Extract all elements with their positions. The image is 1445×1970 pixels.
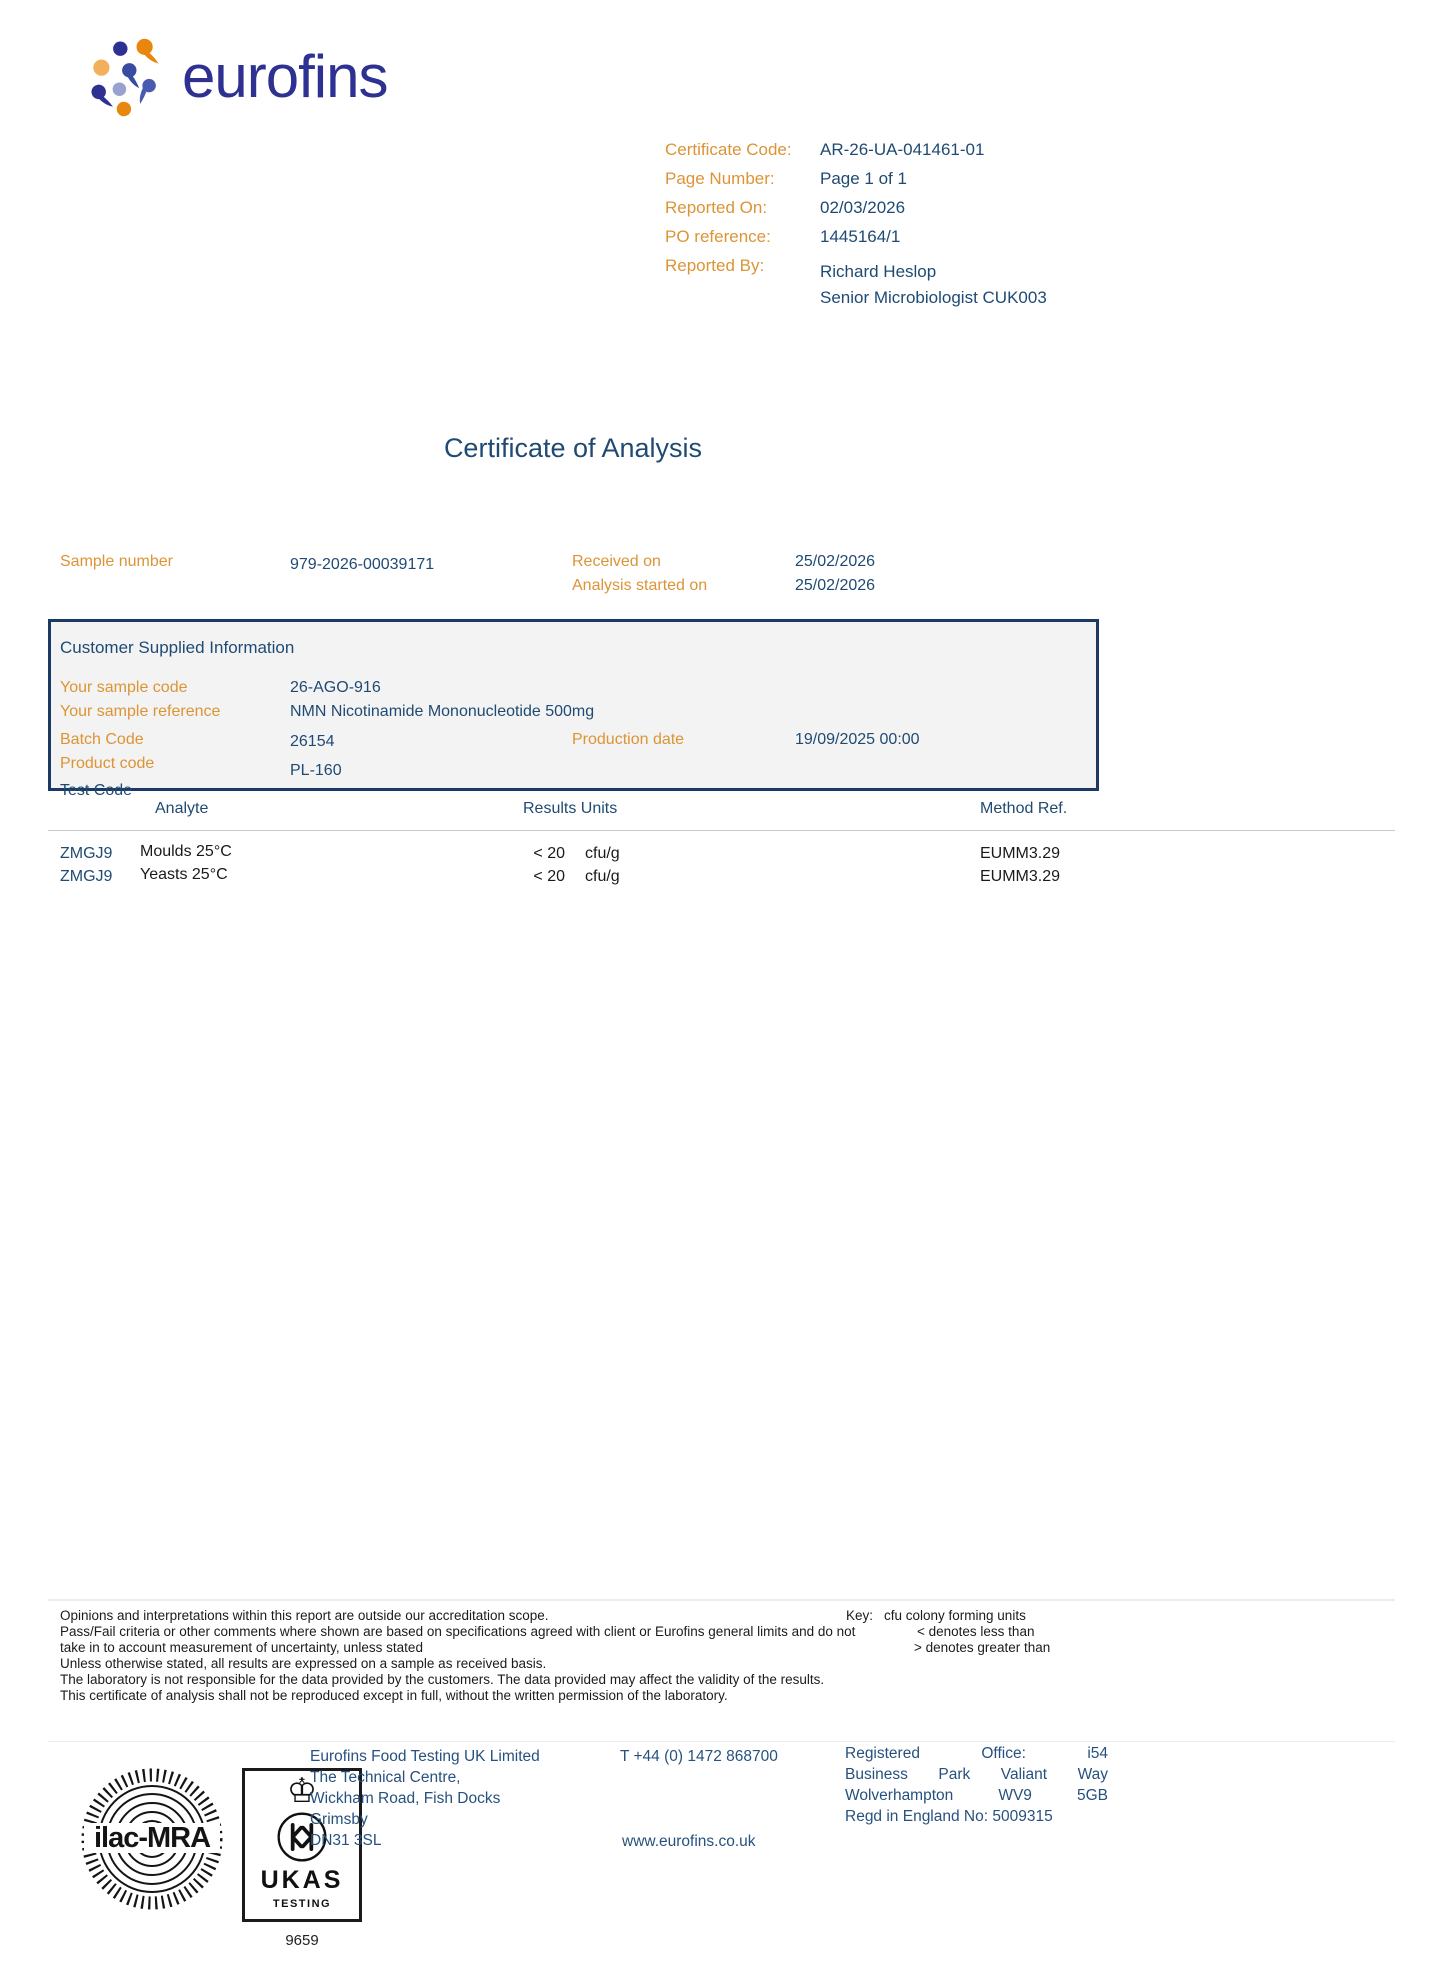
row-result: < 20 [533, 845, 565, 862]
reported-by-label: Reported By: [665, 256, 765, 275]
product-code-value: PL-160 [290, 762, 342, 779]
ukas-word: UKAS [260, 1866, 344, 1894]
eurofins-logo [78, 34, 387, 120]
row-analyte: Moulds 25°C [140, 843, 232, 860]
reported-by-title: Senior Microbiologist CUK003 [820, 288, 1047, 307]
ukas-accreditation-number: 9659 [285, 1932, 319, 1949]
key-line-greater-than: > denotes greater than [914, 1640, 1051, 1655]
customer-info-title: Customer Supplied Information [60, 638, 295, 657]
address-line: Eurofins Food Testing UK Limited [310, 1748, 540, 1765]
key-line-less-than: < denotes less than [917, 1624, 1035, 1639]
ilac-mra-logo [76, 1763, 228, 1915]
results-units-header: Results Units [523, 800, 618, 817]
row-test-code: ZMGJ9 [60, 845, 113, 862]
row-analyte: Yeasts 25°C [140, 866, 228, 883]
page-number-label: Page Number: [665, 169, 775, 188]
row-method-ref: EUMM3.29 [980, 845, 1061, 862]
registered-line: Regd in England No: 5009315 [845, 1808, 1053, 1825]
footer-divider [48, 1741, 1395, 1742]
eurofins-dots-icon [78, 35, 168, 120]
registered-line: Wolverhampton WV9 5GB [845, 1787, 1108, 1804]
table-header-divider [48, 830, 1395, 831]
lab-address-block [310, 1746, 540, 1851]
website-link[interactable]: www.eurofins.co.uk [622, 1833, 756, 1850]
product-code-label: Product code [60, 755, 155, 772]
batch-code-label: Batch Code [60, 731, 144, 748]
received-on-label: Received on [572, 553, 661, 570]
production-date-label: Production date [572, 731, 685, 748]
address-line: Grimsby [310, 1811, 368, 1828]
eurofins-wordmark: eurofins [182, 43, 388, 110]
certificate-code-label: Certificate Code: [665, 140, 792, 159]
address-line: The Technical Centre, [310, 1769, 461, 1786]
batch-code-value: 26154 [290, 733, 335, 750]
page-title: Certificate of Analysis [443, 433, 703, 463]
analysis-started-value: 25/02/2026 [795, 577, 876, 594]
disclaimer-line: Unless otherwise stated, all results are expressed on a sample as received basis. [60, 1656, 547, 1671]
phone-number: T +44 (0) 1472 868700 [620, 1748, 778, 1765]
production-date-value: 19/09/2025 00:00 [795, 731, 920, 748]
key-label: Key: [846, 1608, 874, 1623]
address-line: DN31 3SL [310, 1832, 382, 1849]
po-reference-value: 1445164/1 [820, 227, 901, 246]
disclaimer-line: This certificate of analysis shall not be reproduced except in full, without the written permission of the laboratory. [60, 1688, 728, 1703]
reported-by-name: Richard Heslop [820, 262, 937, 281]
row-method-ref: EUMM3.29 [980, 868, 1061, 885]
row-test-code: ZMGJ9 [60, 868, 113, 885]
ukas-sub: TESTING [272, 1898, 332, 1910]
ilac-mra-text: ilac-MRA [93, 1822, 211, 1854]
page-number-value: Page 1 of 1 [820, 169, 907, 188]
key-line-cfu: cfu colony forming units [884, 1608, 1026, 1623]
disclaimer-line: take in to account measurement of uncertainty, unless stated [60, 1640, 423, 1655]
row-unit: cfu/g [585, 845, 620, 862]
address-line: Wickham Road, Fish Docks [310, 1790, 501, 1807]
method-ref-header: Method Ref. [980, 800, 1068, 817]
test-code-header: Test Code [60, 782, 133, 799]
row-unit: cfu/g [585, 868, 620, 885]
received-on-value: 25/02/2026 [795, 553, 876, 570]
your-sample-code-label: Your sample code [60, 679, 188, 696]
your-sample-code-value: 26-AGO-916 [290, 679, 381, 696]
your-sample-reference-value: NMN Nicotinamide Mononucleotide 500mg [290, 703, 595, 720]
your-sample-reference-label: Your sample reference [60, 703, 221, 720]
sample-number-label: Sample number [60, 553, 173, 570]
sample-number-value: 979-2026-00039171 [290, 556, 435, 573]
disclaimer-line: Opinions and interpretations within this report are outside our accreditation scope. [60, 1608, 549, 1623]
disclaimer-line: Pass/Fail criteria or other comments where shown are based on specifications agreed with client or Eurofins general limits and do not [60, 1624, 856, 1639]
disclaimer-line: The laboratory is not responsible for the data provided by the customers. The data provided may affect the validity of the results. [60, 1672, 825, 1687]
po-reference-label: PO reference: [665, 227, 771, 246]
analyte-header: Analyte [155, 800, 209, 817]
registered-office-block [845, 1743, 1108, 1827]
registered-line: Registered Office: i54 [845, 1745, 1108, 1762]
reported-on-label: Reported On: [665, 198, 768, 217]
disclaimer-divider [48, 1599, 1395, 1601]
registered-line: Business Park Valiant Way [845, 1766, 1108, 1783]
reported-on-value: 02/03/2026 [820, 198, 906, 217]
analysis-started-label: Analysis started on [572, 577, 708, 594]
row-result: < 20 [533, 868, 565, 885]
certificate-code-value: AR-26-UA-041461-01 [820, 140, 985, 159]
